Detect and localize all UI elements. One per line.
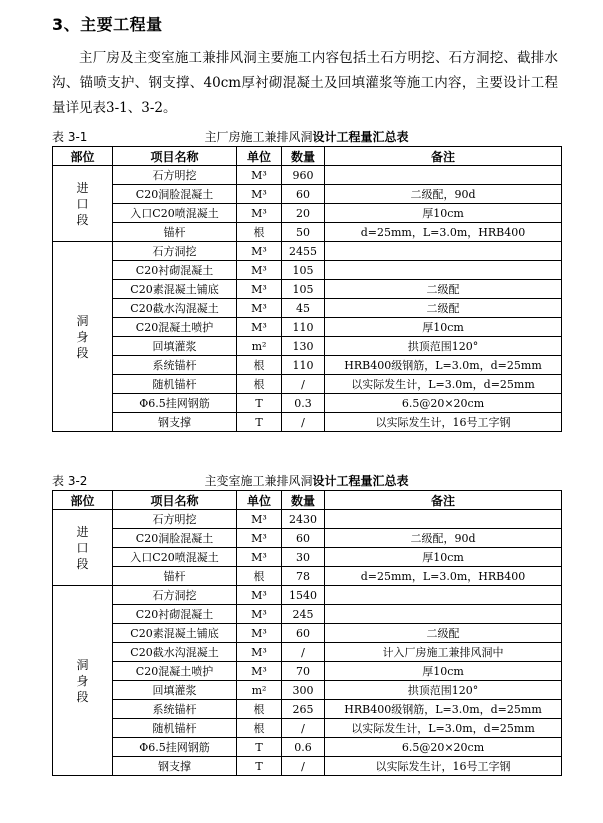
quantity-cell: 300 [282, 681, 325, 700]
quantity-cell: 60 [282, 624, 325, 643]
table-row [53, 166, 562, 185]
column-header: 部位 [53, 491, 113, 510]
item-name-cell: 锚杆 [113, 567, 237, 586]
remark-cell [325, 166, 562, 185]
unit-cell: T [237, 394, 282, 413]
remark-cell: 以实际发生计，16号工字钢 [325, 413, 562, 432]
item-name-cell: 系统锚杆 [113, 700, 237, 719]
table-row [53, 280, 562, 299]
column-header: 单位 [237, 147, 282, 166]
table-row [53, 394, 562, 413]
quantity-cell: 70 [282, 662, 325, 681]
remark-cell: 二级配，90d [325, 529, 562, 548]
item-name-cell: 钢支撑 [113, 413, 237, 432]
unit-cell: M³ [237, 605, 282, 624]
remark-cell: HRB400级钢筋，L=3.0m，d=25mm [325, 356, 562, 375]
item-name-cell: 随机锚杆 [113, 375, 237, 394]
remark-cell: 6.5@20×20cm [325, 738, 562, 757]
quantity-cell: 1540 [282, 586, 325, 605]
item-name-cell: C20衬砌混凝土 [113, 605, 237, 624]
table-row [53, 757, 562, 776]
unit-cell: M³ [237, 548, 282, 567]
item-name-cell: C20衬砌混凝土 [113, 261, 237, 280]
item-name-cell: C20素混凝土铺底 [113, 280, 237, 299]
quantity-cell: / [282, 719, 325, 738]
item-name-cell: 回填灌浆 [113, 681, 237, 700]
remark-cell: 拱顶范围120° [325, 337, 562, 356]
quantity-cell: 110 [282, 356, 325, 375]
table-row [53, 624, 562, 643]
table-row [53, 719, 562, 738]
remark-cell: 厚10cm [325, 662, 562, 681]
unit-cell: M³ [237, 510, 282, 529]
unit-cell: M³ [237, 261, 282, 280]
remark-cell: 以实际发生计，L=3.0m，d=25mm [325, 375, 562, 394]
table-row [53, 529, 562, 548]
table-title [52, 128, 561, 145]
segment-label: 洞身段 [76, 313, 89, 360]
remark-cell [325, 510, 562, 529]
remark-cell: HRB400级钢筋，L=3.0m，d=25mm [325, 700, 562, 719]
segment-label: 进口段 [76, 524, 89, 571]
column-header: 项目名称 [113, 147, 237, 166]
item-name-cell: 石方明挖 [113, 510, 237, 529]
table-row [53, 261, 562, 280]
column-header: 部位 [53, 147, 113, 166]
quantity-cell: 245 [282, 605, 325, 624]
remark-cell: 拱顶范围120° [325, 681, 562, 700]
item-name-cell: C20截水沟混凝土 [113, 299, 237, 318]
segment-cell [53, 586, 113, 776]
section-heading: 3、主要工程量 [52, 15, 163, 34]
unit-cell: M³ [237, 299, 282, 318]
table-row [53, 356, 562, 375]
unit-cell: M³ [237, 662, 282, 681]
quantity-cell: 2430 [282, 510, 325, 529]
table-number: 表 3-1 [52, 130, 88, 144]
header-row [53, 491, 562, 510]
remark-cell: 厚10cm [325, 548, 562, 567]
unit-cell: 根 [237, 223, 282, 242]
table-row [53, 299, 562, 318]
item-name-cell: 石方明挖 [113, 166, 237, 185]
unit-cell: M³ [237, 185, 282, 204]
remark-cell: 以实际发生计，16号工字钢 [325, 757, 562, 776]
unit-cell: m² [237, 337, 282, 356]
unit-cell: T [237, 413, 282, 432]
unit-cell: 根 [237, 719, 282, 738]
table-number: 表 3-2 [52, 474, 88, 488]
item-name-cell: Φ6.5挂网钢筋 [113, 394, 237, 413]
column-header: 数量 [282, 147, 325, 166]
unit-cell: T [237, 757, 282, 776]
item-name-cell: 入口C20喷混凝土 [113, 204, 237, 223]
remark-cell: 二级配，90d [325, 185, 562, 204]
column-header: 备注 [325, 147, 562, 166]
quantity-cell: 60 [282, 529, 325, 548]
quantity-cell: 50 [282, 223, 325, 242]
remark-cell: 厚10cm [325, 318, 562, 337]
segment-label: 洞身段 [76, 657, 89, 704]
segment-cell [53, 166, 113, 242]
item-name-cell: 入口C20喷混凝土 [113, 548, 237, 567]
quantity-cell: / [282, 757, 325, 776]
unit-cell: 根 [237, 375, 282, 394]
remark-cell: 6.5@20×20cm [325, 394, 562, 413]
table-row [53, 567, 562, 586]
remark-cell: d=25mm，L=3.0m，HRB400 [325, 223, 562, 242]
remark-cell [325, 242, 562, 261]
unit-cell: 根 [237, 700, 282, 719]
item-name-cell: Φ6.5挂网钢筋 [113, 738, 237, 757]
table-title-plain: 主变室施工兼排风洞 [204, 474, 313, 488]
quantity-cell: 105 [282, 280, 325, 299]
item-name-cell: C20混凝土喷护 [113, 662, 237, 681]
unit-cell: M³ [237, 643, 282, 662]
item-name-cell: 石方洞挖 [113, 586, 237, 605]
table-row [53, 318, 562, 337]
table-title-plain: 主厂房施工兼排风洞 [204, 130, 313, 144]
item-name-cell: C20洞脸混凝土 [113, 529, 237, 548]
unit-cell: M³ [237, 280, 282, 299]
column-header: 备注 [325, 491, 562, 510]
unit-cell: M³ [237, 242, 282, 261]
table-caption-2 [52, 472, 561, 488]
table-row [53, 662, 562, 681]
unit-cell: 根 [237, 356, 282, 375]
quantity-cell: 960 [282, 166, 325, 185]
table-row [53, 681, 562, 700]
quantity-cell: 78 [282, 567, 325, 586]
unit-cell: M³ [237, 586, 282, 605]
table-row [53, 510, 562, 529]
table-row [53, 223, 562, 242]
segment-cell [53, 242, 113, 432]
table-row [53, 204, 562, 223]
quantity-cell: 0.3 [282, 394, 325, 413]
quantity-cell: 105 [282, 261, 325, 280]
unit-cell: 根 [237, 567, 282, 586]
quantity-cell: 265 [282, 700, 325, 719]
item-name-cell: C20截水沟混凝土 [113, 643, 237, 662]
quantity-cell: 130 [282, 337, 325, 356]
table-row [53, 185, 562, 204]
quantity-cell: 20 [282, 204, 325, 223]
quantity-cell: / [282, 413, 325, 432]
column-header: 项目名称 [113, 491, 237, 510]
item-name-cell: 石方洞挖 [113, 242, 237, 261]
unit-cell: M³ [237, 166, 282, 185]
unit-cell: m² [237, 681, 282, 700]
remark-cell: 二级配 [325, 624, 562, 643]
unit-cell: T [237, 738, 282, 757]
table-row [53, 605, 562, 624]
quantity-table-2 [52, 490, 562, 776]
item-name-cell: C20洞脸混凝土 [113, 185, 237, 204]
quantity-cell: 60 [282, 185, 325, 204]
table-row [53, 738, 562, 757]
quantity-cell: 2455 [282, 242, 325, 261]
quantity-cell: 30 [282, 548, 325, 567]
remark-cell [325, 261, 562, 280]
remark-cell: d=25mm，L=3.0m，HRB400 [325, 567, 562, 586]
quantity-cell: / [282, 643, 325, 662]
table-row [53, 700, 562, 719]
item-name-cell: 随机锚杆 [113, 719, 237, 738]
table-row [53, 643, 562, 662]
table-title-bold: 设计工程量汇总表 [312, 130, 409, 144]
segment-label: 进口段 [76, 180, 89, 227]
quantity-table-1 [52, 146, 562, 432]
item-name-cell: C20混凝土喷护 [113, 318, 237, 337]
table-row [53, 586, 562, 605]
segment-cell [53, 510, 113, 586]
column-header: 单位 [237, 491, 282, 510]
item-name-cell: 锚杆 [113, 223, 237, 242]
remark-cell [325, 605, 562, 624]
table-title-bold: 设计工程量汇总表 [312, 474, 409, 488]
unit-cell: M³ [237, 204, 282, 223]
table-row [53, 375, 562, 394]
unit-cell: M³ [237, 318, 282, 337]
intro-paragraph: 主厂房及主变室施工兼排风洞主要施工内容包括土石方明挖、石方洞挖、截排水沟、锚喷支护、钢支撑、40cm厚衬砌混凝土及回填灌浆等施工内容，主要设计工程量详见表3-1、3-2。 [52, 50, 558, 116]
remark-cell: 二级配 [325, 299, 562, 318]
quantity-cell: 0.6 [282, 738, 325, 757]
item-name-cell: 回填灌浆 [113, 337, 237, 356]
quantity-cell: / [282, 375, 325, 394]
quantity-cell: 110 [282, 318, 325, 337]
unit-cell: M³ [237, 624, 282, 643]
header-row [53, 147, 562, 166]
table-title [52, 472, 561, 489]
item-name-cell: C20素混凝土铺底 [113, 624, 237, 643]
remark-cell: 二级配 [325, 280, 562, 299]
table-row [53, 337, 562, 356]
remark-cell: 以实际发生计，L=3.0m，d=25mm [325, 719, 562, 738]
item-name-cell: 钢支撑 [113, 757, 237, 776]
table-row [53, 242, 562, 261]
table-caption-1 [52, 128, 561, 144]
table-row [53, 548, 562, 567]
table-row [53, 413, 562, 432]
quantity-cell: 45 [282, 299, 325, 318]
remark-cell: 计入厂房施工兼排风洞中 [325, 643, 562, 662]
unit-cell: M³ [237, 529, 282, 548]
remark-cell: 厚10cm [325, 204, 562, 223]
remark-cell [325, 586, 562, 605]
item-name-cell: 系统锚杆 [113, 356, 237, 375]
column-header: 数量 [282, 491, 325, 510]
